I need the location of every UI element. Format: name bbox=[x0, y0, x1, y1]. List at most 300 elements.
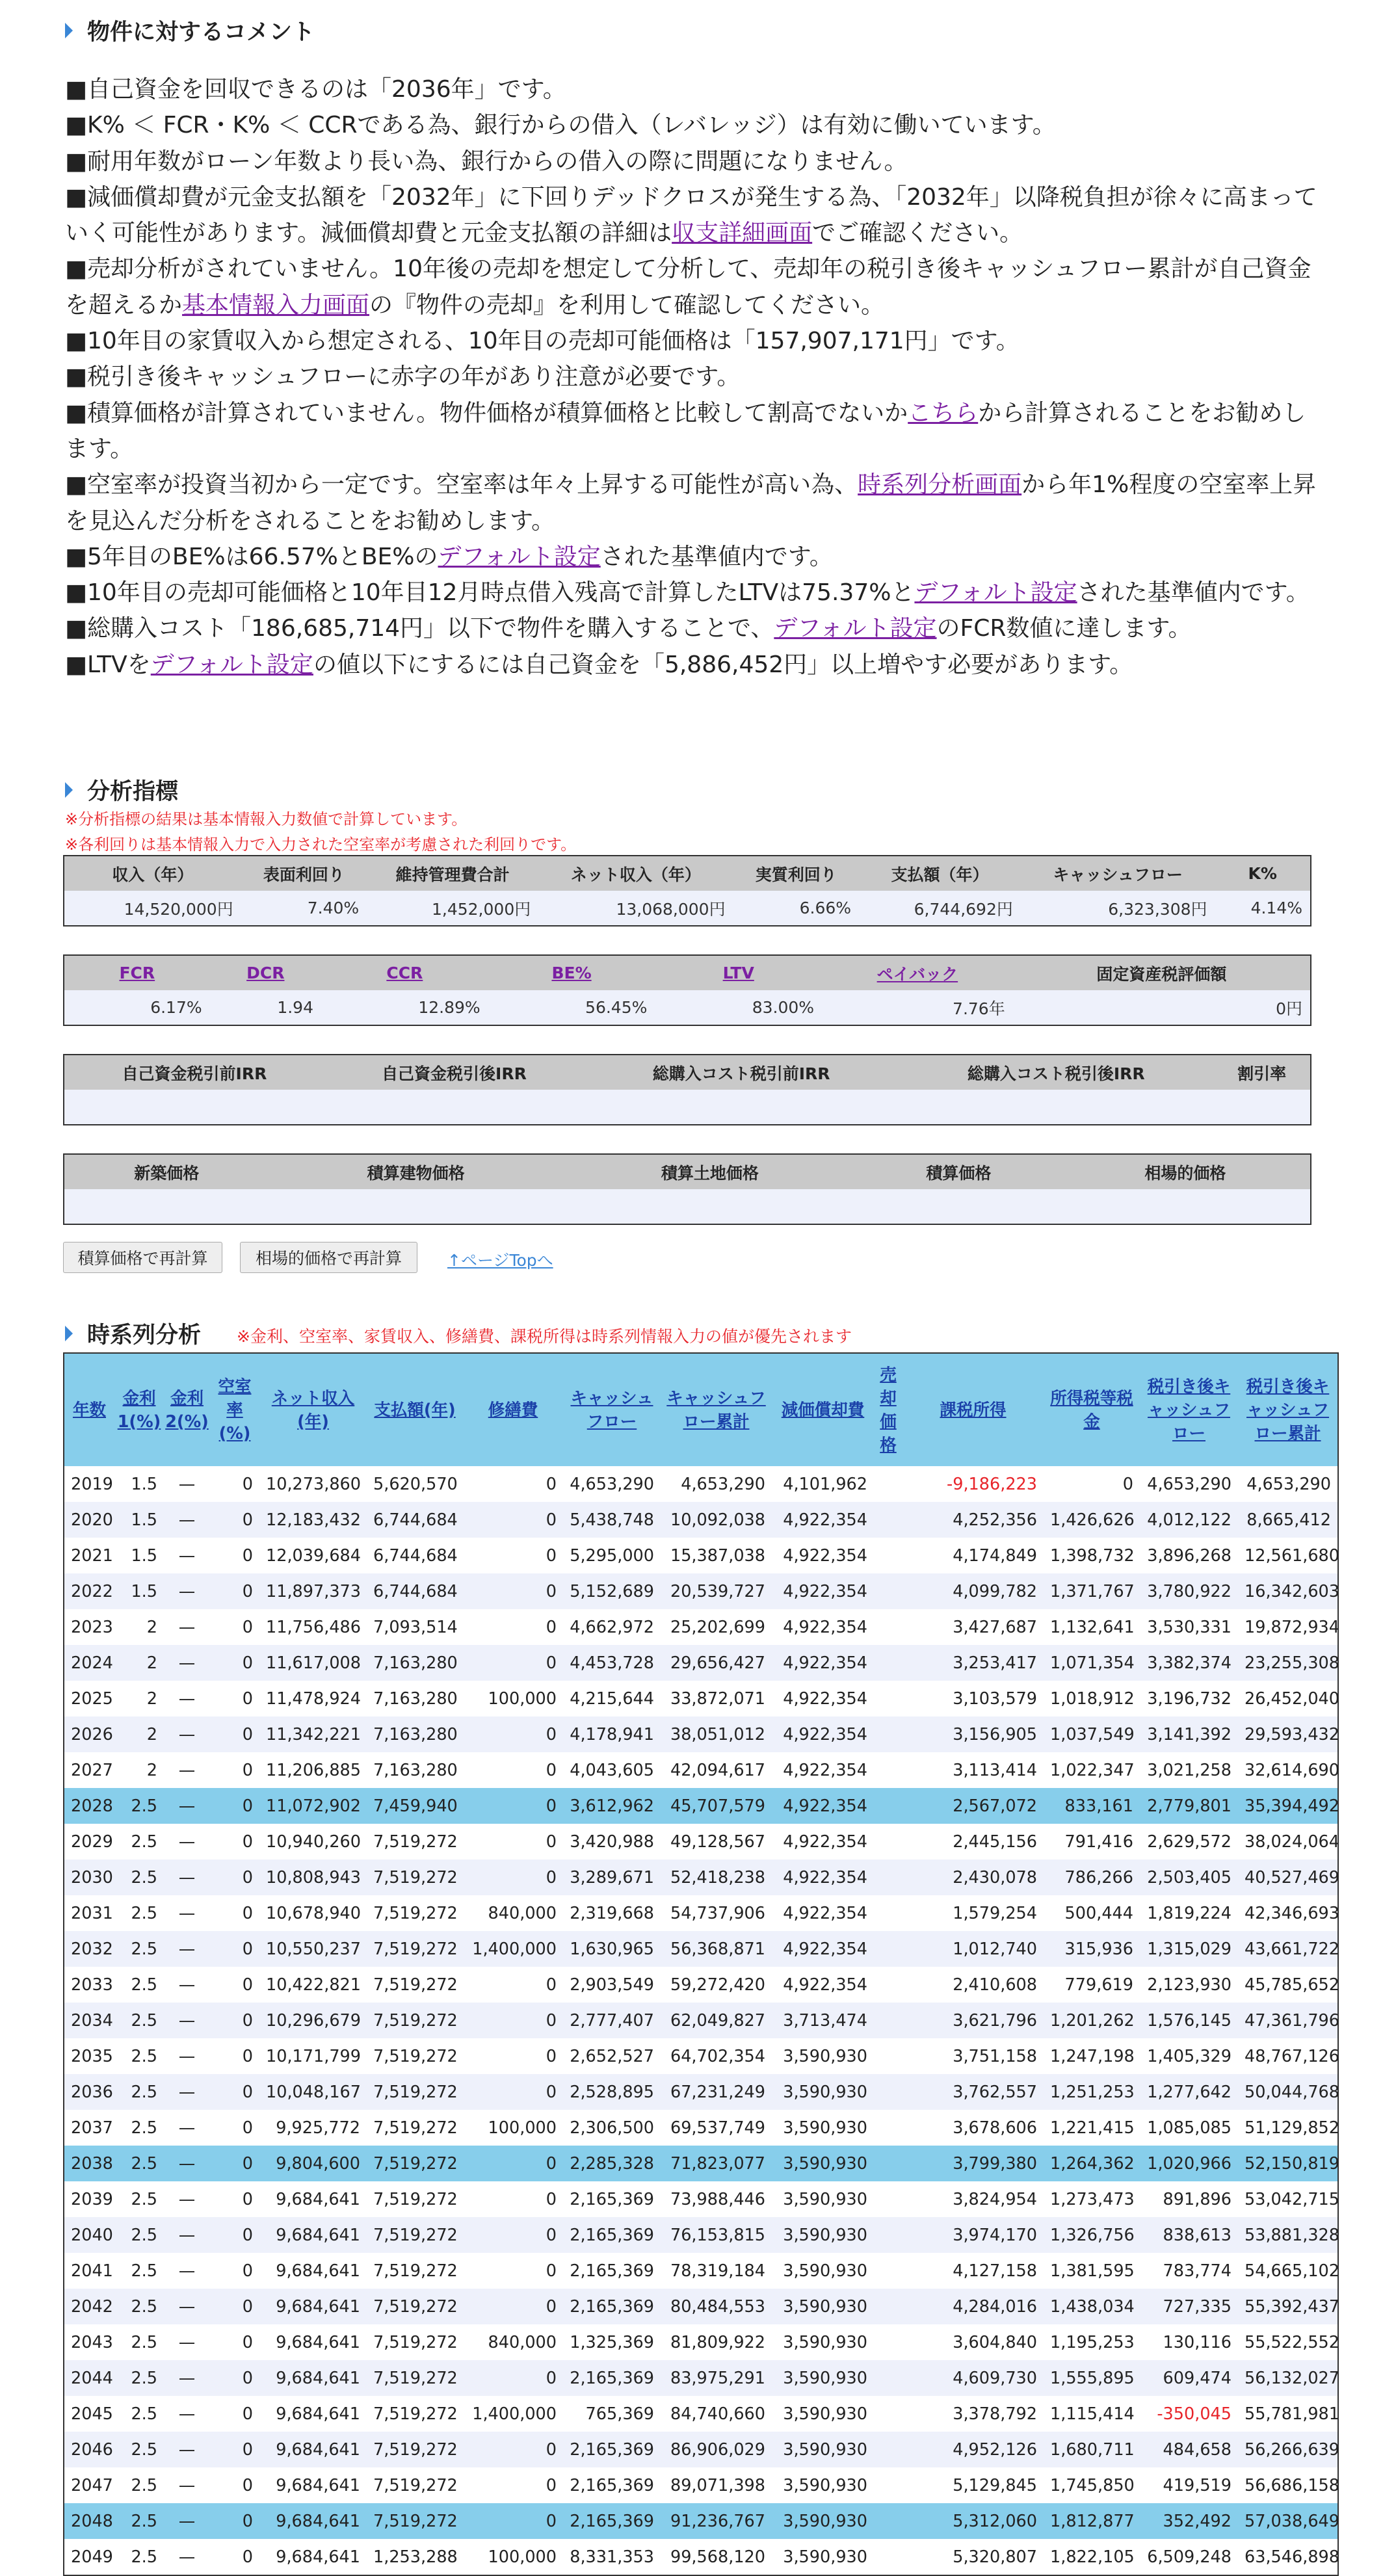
table-cell: 11,342,221 bbox=[259, 1716, 367, 1752]
table-header[interactable] bbox=[210, 955, 321, 990]
table-cell: 3,590,930 bbox=[772, 2467, 874, 2503]
metric-link[interactable]: CCR bbox=[386, 964, 423, 982]
table-cell: 6,744,684 bbox=[367, 1538, 463, 1573]
table-cell: 2.5 bbox=[114, 2110, 164, 2146]
table-cell: 0 bbox=[210, 1502, 259, 1538]
table-cell: 10,092,038 bbox=[661, 1502, 772, 1538]
table-row bbox=[64, 2217, 1338, 2253]
table-cell: 7,519,272 bbox=[367, 2217, 463, 2253]
table-cell: 0 bbox=[463, 2181, 563, 2217]
timeseries-header[interactable]: 空室率(%) bbox=[210, 1353, 259, 1466]
table-cell: 6,744,692円 bbox=[859, 891, 1021, 926]
table-cell: 4,127,158 bbox=[902, 2253, 1044, 2289]
table-cell: 786,266 bbox=[1044, 1860, 1140, 1895]
table-cell: 4,922,354 bbox=[772, 1716, 874, 1752]
table-cell: 4,922,354 bbox=[772, 1824, 874, 1860]
table-cell bbox=[874, 1645, 902, 1681]
table-cell: 9,684,641 bbox=[259, 2396, 367, 2432]
table-cell: 2,123,930 bbox=[1140, 1967, 1238, 2003]
timeseries-header[interactable]: キャッシュフロー累計 bbox=[661, 1353, 772, 1466]
table-cell: 50,044,768 bbox=[1238, 2074, 1338, 2110]
table-cell: 10,422,821 bbox=[259, 1967, 367, 2003]
timeseries-header[interactable]: 支払額(年) bbox=[367, 1353, 463, 1466]
table-cell: — bbox=[164, 1752, 210, 1788]
table-cell: 1,630,965 bbox=[563, 1931, 661, 1967]
comment-line: ■5年目のBE%は66.57%とBE%のデフォルト設定された基準値内です。 bbox=[65, 543, 833, 570]
table-cell: 2,528,895 bbox=[563, 2074, 661, 2110]
table-cell: 9,684,641 bbox=[259, 2503, 367, 2539]
table-cell: 42,094,617 bbox=[661, 1752, 772, 1788]
table-cell: 3,427,687 bbox=[902, 1609, 1044, 1645]
table-cell: 4,922,354 bbox=[772, 1609, 874, 1645]
table-header[interactable] bbox=[488, 955, 655, 990]
table-cell: 2.5 bbox=[114, 2467, 164, 2503]
table-cell: 19,872,934 bbox=[1238, 1609, 1338, 1645]
table-cell: 3,780,922 bbox=[1140, 1573, 1238, 1609]
timeseries-note: ※金利、空室率、家賃収入、修繕費、課税所得は時系列情報入力の値が優先されます bbox=[237, 1327, 852, 1346]
table-cell bbox=[874, 2038, 902, 2074]
table-cell: 0 bbox=[210, 2432, 259, 2467]
comment-link[interactable]: デフォルト設定 bbox=[438, 543, 601, 570]
table-cell: 3,590,930 bbox=[772, 2503, 874, 2539]
table-cell: 81,809,922 bbox=[661, 2324, 772, 2360]
table-cell: 2,903,549 bbox=[563, 1967, 661, 2003]
table-cell: 4,012,122 bbox=[1140, 1502, 1238, 1538]
table-cell: 2037 bbox=[64, 2110, 114, 2146]
table-cell bbox=[874, 2503, 902, 2539]
table-row bbox=[64, 2360, 1338, 2396]
table-cell: 2 bbox=[114, 1681, 164, 1716]
timeseries-header[interactable]: 減価償却費 bbox=[772, 1353, 874, 1466]
table-cell: 4,922,354 bbox=[772, 1931, 874, 1967]
table-cell: 53,042,715 bbox=[1238, 2181, 1338, 2217]
table-cell: 86,906,029 bbox=[661, 2432, 772, 2467]
timeseries-header[interactable]: 金利2(%) bbox=[164, 1353, 210, 1466]
timeseries-header[interactable]: ネット収入(年) bbox=[259, 1353, 367, 1466]
table-cell: 2020 bbox=[64, 1502, 114, 1538]
metric-link[interactable]: LTV bbox=[722, 964, 754, 982]
table-cell: 10,171,799 bbox=[259, 2038, 367, 2074]
table-cell: -350,045 bbox=[1140, 2396, 1238, 2432]
table-cell: 2,445,156 bbox=[902, 1824, 1044, 1860]
table-cell: 55,392,437 bbox=[1238, 2289, 1338, 2324]
table-cell: 53,881,328 bbox=[1238, 2217, 1338, 2253]
table-cell: 3,621,796 bbox=[902, 2003, 1044, 2038]
table-cell bbox=[874, 1824, 902, 1860]
table-cell: 0 bbox=[210, 2217, 259, 2253]
table-cell: -9,186,223 bbox=[902, 1466, 1044, 1502]
table-cell: 4,922,354 bbox=[772, 1967, 874, 2003]
table-cell bbox=[269, 1189, 562, 1224]
analysis-note-2: ※各利回りは基本情報入力で入力された空室率が考慮された利回りです。 bbox=[65, 835, 577, 854]
metric-link[interactable]: DCR bbox=[246, 964, 285, 982]
table-cell: 10,940,260 bbox=[259, 1824, 367, 1860]
table-cell: 783,774 bbox=[1140, 2253, 1238, 2289]
table-row bbox=[64, 2324, 1338, 2360]
table-cell bbox=[874, 2432, 902, 2467]
table-header: 支払額（年） bbox=[859, 856, 1021, 891]
table-cell: 2033 bbox=[64, 1967, 114, 2003]
metric-link[interactable]: BE% bbox=[551, 964, 592, 982]
table-cell: — bbox=[164, 2324, 210, 2360]
table-cell: 0 bbox=[210, 2074, 259, 2110]
table-cell: — bbox=[164, 1681, 210, 1716]
table-cell: 0 bbox=[210, 2003, 259, 2038]
analysis-note-1: ※分析指標の結果は基本情報入力数値で計算しています。 bbox=[65, 810, 468, 828]
table-cell: 7,519,272 bbox=[367, 1931, 463, 1967]
table-cell: 7,519,272 bbox=[367, 1895, 463, 1931]
table-cell: 2.5 bbox=[114, 1931, 164, 1967]
table-cell: 15,387,038 bbox=[661, 1538, 772, 1573]
table-cell: 4,043,605 bbox=[563, 1752, 661, 1788]
timeseries-header[interactable]: 金利1(%) bbox=[114, 1353, 164, 1466]
table-cell: 11,072,902 bbox=[259, 1788, 367, 1824]
table-cell: 840,000 bbox=[463, 2324, 563, 2360]
comment-line: ■自己資金を回収できるのは「2036年」です。 bbox=[65, 76, 566, 103]
timeseries-section-title bbox=[65, 1317, 201, 1350]
table-header[interactable] bbox=[64, 955, 210, 990]
table-cell: 7,093,514 bbox=[367, 1609, 463, 1645]
table-cell bbox=[324, 1090, 584, 1125]
table-cell: 0 bbox=[463, 2217, 563, 2253]
timeseries-header[interactable]: キャッシュフロー bbox=[563, 1353, 661, 1466]
table-cell: 9,684,641 bbox=[259, 2539, 367, 2575]
table-cell: 2.5 bbox=[114, 2396, 164, 2432]
table-cell: 4,922,354 bbox=[772, 1752, 874, 1788]
table-cell: 2046 bbox=[64, 2432, 114, 2467]
table-header[interactable] bbox=[822, 955, 1013, 990]
table-cell: 3,382,374 bbox=[1140, 1645, 1238, 1681]
table-header[interactable] bbox=[321, 955, 488, 990]
comment-link[interactable]: デフォルト設定 bbox=[150, 651, 313, 678]
table-cell: 3,604,840 bbox=[902, 2324, 1044, 2360]
table-cell bbox=[874, 2217, 902, 2253]
table-cell: 2030 bbox=[64, 1860, 114, 1895]
irr-table bbox=[63, 1054, 1311, 1125]
table-cell: 3,678,606 bbox=[902, 2110, 1044, 2146]
table-row bbox=[64, 2432, 1338, 2467]
table-cell: 7,519,272 bbox=[367, 2324, 463, 2360]
table-cell: 2047 bbox=[64, 2467, 114, 2503]
table-cell: 45,785,652 bbox=[1238, 1967, 1338, 2003]
comment-link[interactable]: 基本情報入力画面 bbox=[182, 291, 370, 319]
table-cell: — bbox=[164, 2003, 210, 2038]
table-cell bbox=[874, 2324, 902, 2360]
table-cell bbox=[874, 1931, 902, 1967]
table-cell: 484,658 bbox=[1140, 2432, 1238, 2467]
table-cell: 2032 bbox=[64, 1931, 114, 1967]
table-cell: 0 bbox=[210, 2467, 259, 2503]
table-cell: — bbox=[164, 1895, 210, 1931]
table-cell: 2.5 bbox=[114, 2289, 164, 2324]
table-cell: 62,049,827 bbox=[661, 2003, 772, 2038]
table-header: 積算建物価格 bbox=[269, 1154, 562, 1189]
table-cell: 7,519,272 bbox=[367, 1967, 463, 2003]
table-header: 表面利回り bbox=[241, 856, 367, 891]
table-cell: — bbox=[164, 1573, 210, 1609]
table-cell: 7,163,280 bbox=[367, 1681, 463, 1716]
comment-link[interactable]: 時系列分析画面 bbox=[858, 471, 1022, 499]
table-cell: 83,975,291 bbox=[661, 2360, 772, 2396]
table-cell: 42,346,693 bbox=[1238, 1895, 1338, 1931]
table-cell: 7,519,272 bbox=[367, 2003, 463, 2038]
table-cell: 0 bbox=[210, 2110, 259, 2146]
table-cell bbox=[874, 1502, 902, 1538]
table-cell: 3,612,962 bbox=[563, 1788, 661, 1824]
page-top-link[interactable]: ↑ページTopへ bbox=[447, 1251, 553, 1270]
table-cell: 3,590,930 bbox=[772, 2217, 874, 2253]
table-cell bbox=[584, 1090, 899, 1125]
table-cell: 0 bbox=[210, 1860, 259, 1895]
table-cell: 0 bbox=[210, 1681, 259, 1716]
table-cell: 1,812,877 bbox=[1044, 2503, 1140, 2539]
table-cell bbox=[874, 1466, 902, 1502]
table-cell bbox=[874, 2289, 902, 2324]
table-cell: 7,519,272 bbox=[367, 2289, 463, 2324]
timeseries-header[interactable]: 売却価格 bbox=[874, 1353, 902, 1466]
table-cell: 2,165,369 bbox=[563, 2289, 661, 2324]
table-cell: 67,231,249 bbox=[661, 2074, 772, 2110]
table-cell: 2044 bbox=[64, 2360, 114, 2396]
table-cell: 47,361,796 bbox=[1238, 2003, 1338, 2038]
table-cell: 3,156,905 bbox=[902, 1716, 1044, 1752]
table-cell: 2.5 bbox=[114, 2360, 164, 2396]
timeseries-header[interactable]: 税引き後キャッシュフロー bbox=[1140, 1353, 1238, 1466]
table-cell: 2048 bbox=[64, 2503, 114, 2539]
comment-line: ■K% ＜ FCR・K% ＜ CCRである為、銀行からの借入（レバレッジ）は有効に働いています。 bbox=[65, 112, 1056, 139]
table-cell: 3,253,417 bbox=[902, 1645, 1044, 1681]
table-cell: 6,509,248 bbox=[1140, 2539, 1238, 2575]
table-cell: 6,744,684 bbox=[367, 1573, 463, 1609]
table-cell: 7,519,272 bbox=[367, 2253, 463, 2289]
table-cell: — bbox=[164, 1788, 210, 1824]
table-row bbox=[64, 1788, 1338, 1824]
timeseries-header[interactable]: 年数 bbox=[64, 1353, 114, 1466]
table-cell: 0 bbox=[210, 2038, 259, 2074]
table-cell: 4,922,354 bbox=[772, 1860, 874, 1895]
analysis-table-2 bbox=[63, 954, 1311, 1026]
table-cell: 0 bbox=[210, 1752, 259, 1788]
table-cell: 2.5 bbox=[114, 2038, 164, 2074]
timeseries-header[interactable]: 修繕費 bbox=[463, 1353, 563, 1466]
table-cell: 4,922,354 bbox=[772, 1573, 874, 1609]
table-cell: 1,819,224 bbox=[1140, 1895, 1238, 1931]
table-cell: 7,163,280 bbox=[367, 1716, 463, 1752]
timeseries-table bbox=[63, 1352, 1339, 2576]
table-cell: 2.5 bbox=[114, 2217, 164, 2253]
table-cell: 1.5 bbox=[114, 1466, 164, 1502]
table-cell: 3,799,380 bbox=[902, 2146, 1044, 2181]
table-cell: 100,000 bbox=[463, 2110, 563, 2146]
table-cell: 8,665,412 bbox=[1238, 1502, 1338, 1538]
table-cell: 7.40% bbox=[241, 891, 367, 926]
table-cell: 2,285,328 bbox=[563, 2146, 661, 2181]
table-cell: 7,519,272 bbox=[367, 1824, 463, 1860]
table-cell bbox=[874, 1538, 902, 1573]
metric-link[interactable]: ペイバック bbox=[876, 964, 958, 984]
table-header: 固定資産税評価額 bbox=[1013, 955, 1311, 990]
table-cell: 1,018,912 bbox=[1044, 1681, 1140, 1716]
table-cell: — bbox=[164, 2503, 210, 2539]
table-header[interactable] bbox=[655, 955, 822, 990]
table-row bbox=[64, 2539, 1338, 2575]
table-cell: 3,530,331 bbox=[1140, 1609, 1238, 1645]
table-row bbox=[64, 1573, 1338, 1609]
table-cell: 2026 bbox=[64, 1716, 114, 1752]
table-cell: 891,896 bbox=[1140, 2181, 1238, 2217]
comment-line: ■10年目の家賃収入から想定される、10年目の売却可能価格は「157,907,171円」です。 bbox=[65, 328, 1020, 355]
table-cell: 0 bbox=[463, 2432, 563, 2467]
table-cell: 4,922,354 bbox=[772, 1681, 874, 1716]
table-cell: 1,221,415 bbox=[1044, 2110, 1140, 2146]
table-cell: 3,590,930 bbox=[772, 2360, 874, 2396]
table-cell: 3,590,930 bbox=[772, 2396, 874, 2432]
comment-link[interactable]: 収支詳細画面 bbox=[672, 220, 813, 247]
table-cell: 12,183,432 bbox=[259, 1502, 367, 1538]
table-cell bbox=[874, 1681, 902, 1716]
table-cell: 1,273,473 bbox=[1044, 2181, 1140, 2217]
table-cell: 1,251,253 bbox=[1044, 2074, 1140, 2110]
comment-link[interactable]: デフォルト設定 bbox=[774, 615, 937, 642]
table-cell: 7,163,280 bbox=[367, 1752, 463, 1788]
table-cell: 1,020,966 bbox=[1140, 2146, 1238, 2181]
table-cell: 6.17% bbox=[64, 990, 210, 1025]
table-cell: — bbox=[164, 2146, 210, 2181]
metric-link[interactable]: FCR bbox=[119, 964, 155, 982]
table-cell: 9,684,641 bbox=[259, 2253, 367, 2289]
table-cell: 54,665,102 bbox=[1238, 2253, 1338, 2289]
table-cell: 2,777,407 bbox=[563, 2003, 661, 2038]
recalc-sekisan-button[interactable]: 積算価格で再計算 bbox=[63, 1242, 222, 1273]
table-cell: 26,452,040 bbox=[1238, 1681, 1338, 1716]
table-cell: 0 bbox=[210, 1716, 259, 1752]
table-cell: 2 bbox=[114, 1716, 164, 1752]
table-cell: 1,085,085 bbox=[1140, 2110, 1238, 2146]
table-cell: 2039 bbox=[64, 2181, 114, 2217]
table-cell: 3,896,268 bbox=[1140, 1538, 1238, 1573]
table-cell: 2.5 bbox=[114, 1895, 164, 1931]
table-cell: 56,266,639 bbox=[1238, 2432, 1338, 2467]
table-cell: 0 bbox=[210, 2396, 259, 2432]
table-cell: 43,661,722 bbox=[1238, 1931, 1338, 1967]
table-cell: 3,196,732 bbox=[1140, 1681, 1238, 1716]
valuation-table bbox=[63, 1153, 1311, 1225]
table-cell bbox=[1213, 1090, 1311, 1125]
table-cell: 0 bbox=[210, 1609, 259, 1645]
table-cell: 1,132,641 bbox=[1044, 1609, 1140, 1645]
table-cell: 6,744,684 bbox=[367, 1502, 463, 1538]
table-cell: 0 bbox=[463, 1824, 563, 1860]
table-cell: 2.5 bbox=[114, 2539, 164, 2575]
table-cell: 2042 bbox=[64, 2289, 114, 2324]
table-cell: 1,325,369 bbox=[563, 2324, 661, 2360]
table-cell: 765,369 bbox=[563, 2396, 661, 2432]
comment-link[interactable]: デフォルト設定 bbox=[914, 579, 1077, 607]
table-cell: 89,071,398 bbox=[661, 2467, 772, 2503]
table-cell: 0 bbox=[210, 1931, 259, 1967]
table-cell: 0 bbox=[210, 1967, 259, 2003]
table-cell: 14,520,000円 bbox=[64, 891, 241, 926]
table-cell: — bbox=[164, 1967, 210, 2003]
table-cell: 5,620,570 bbox=[367, 1466, 463, 1502]
table-cell: 3,590,930 bbox=[772, 2289, 874, 2324]
table-cell: 57,038,649 bbox=[1238, 2503, 1338, 2539]
table-cell: 25,202,699 bbox=[661, 1609, 772, 1645]
table-cell bbox=[1060, 1189, 1311, 1224]
table-cell: 2023 bbox=[64, 1609, 114, 1645]
table-cell: 7,519,272 bbox=[367, 2110, 463, 2146]
timeseries-header[interactable]: 所得税等税金 bbox=[1044, 1353, 1140, 1466]
table-cell: 100,000 bbox=[463, 2539, 563, 2575]
table-cell: 4,178,941 bbox=[563, 1716, 661, 1752]
table-header: キャッシュフロー bbox=[1021, 856, 1215, 891]
table-cell: — bbox=[164, 1860, 210, 1895]
table-cell: 2040 bbox=[64, 2217, 114, 2253]
table-cell: 2 bbox=[114, 1645, 164, 1681]
table-row bbox=[64, 1716, 1338, 1752]
table-row bbox=[64, 1466, 1338, 1502]
table-cell: 55,522,552 bbox=[1238, 2324, 1338, 2360]
table-cell: 2021 bbox=[64, 1538, 114, 1573]
timeseries-header[interactable]: 税引き後キャッシュフロー累計 bbox=[1238, 1353, 1338, 1466]
table-cell: 6.66% bbox=[733, 891, 859, 926]
table-cell: 3,751,158 bbox=[902, 2038, 1044, 2074]
table-cell: 500,444 bbox=[1044, 1895, 1140, 1931]
comment-line: ■税引き後キャッシュフローに赤字の年があり注意が必要です。 bbox=[65, 363, 741, 391]
table-cell: — bbox=[164, 1931, 210, 1967]
table-cell: 2049 bbox=[64, 2539, 114, 2575]
table-cell: 80,484,553 bbox=[661, 2289, 772, 2324]
table-cell: 1,115,414 bbox=[1044, 2396, 1140, 2432]
table-cell: 4,662,972 bbox=[563, 1609, 661, 1645]
table-cell: 4,284,016 bbox=[902, 2289, 1044, 2324]
table-cell: 727,335 bbox=[1140, 2289, 1238, 2324]
table-cell: 1,201,262 bbox=[1044, 2003, 1140, 2038]
table-cell: 2.5 bbox=[114, 2003, 164, 2038]
table-cell: 1,022,347 bbox=[1044, 1752, 1140, 1788]
analysis-title-text: 分析指標 bbox=[87, 779, 179, 805]
table-row bbox=[64, 1824, 1338, 1860]
timeseries-title-text: 時系列分析 bbox=[87, 1322, 202, 1348]
table-cell: 10,550,237 bbox=[259, 1931, 367, 1967]
table-cell: 38,024,064 bbox=[1238, 1824, 1338, 1860]
recalc-souba-button[interactable]: 相場的価格で再計算 bbox=[240, 1242, 417, 1273]
table-cell: 13,068,000円 bbox=[538, 891, 733, 926]
table-cell: 1,371,767 bbox=[1044, 1573, 1140, 1609]
table-cell: — bbox=[164, 2396, 210, 2432]
table-cell: 2.5 bbox=[114, 2253, 164, 2289]
table-cell: 52,418,238 bbox=[661, 1860, 772, 1895]
timeseries-header[interactable]: 課税所得 bbox=[902, 1353, 1044, 1466]
table-cell: 7,519,272 bbox=[367, 2467, 463, 2503]
table-cell: 59,272,420 bbox=[661, 1967, 772, 2003]
table-cell bbox=[874, 2146, 902, 2181]
table-cell: 7,519,272 bbox=[367, 2360, 463, 2396]
table-cell: 2.5 bbox=[114, 2074, 164, 2110]
table-cell: 1,398,732 bbox=[1044, 1538, 1140, 1573]
table-cell: 55,781,981 bbox=[1238, 2396, 1338, 2432]
table-cell: 1,745,850 bbox=[1044, 2467, 1140, 2503]
table-cell: 2.5 bbox=[114, 1860, 164, 1895]
table-cell: 9,684,641 bbox=[259, 2432, 367, 2467]
table-header: 自己資金税引前IRR bbox=[64, 1055, 324, 1090]
table-cell: 78,319,184 bbox=[661, 2253, 772, 2289]
table-cell: 69,537,749 bbox=[661, 2110, 772, 2146]
table-cell: 2,165,369 bbox=[563, 2432, 661, 2467]
comment-link[interactable]: こちら bbox=[908, 399, 979, 427]
table-cell: — bbox=[164, 2074, 210, 2110]
table-cell: 791,416 bbox=[1044, 1824, 1140, 1860]
